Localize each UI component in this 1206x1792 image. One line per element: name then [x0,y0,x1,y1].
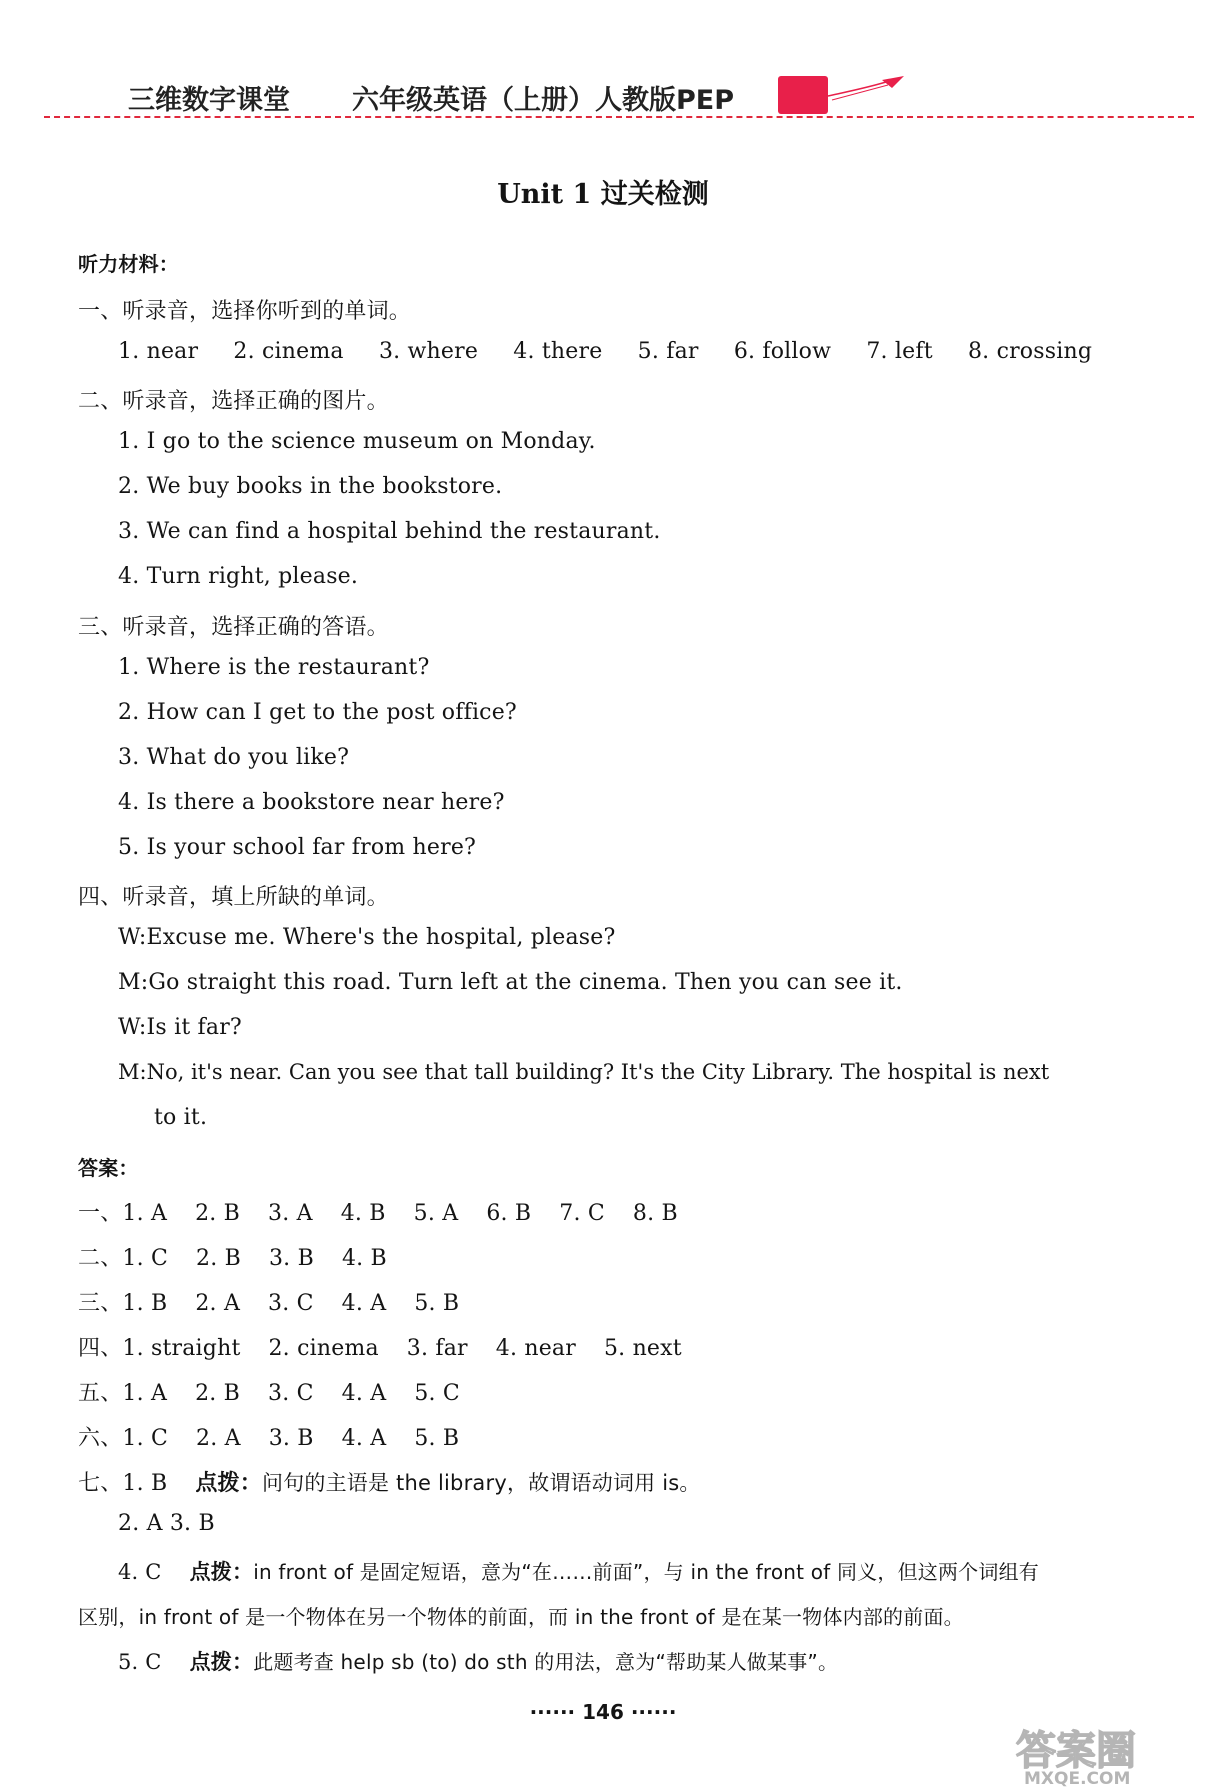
dialogue-line: M:Go straight this road. Turn left at the cinema. Then you can see it. [118,970,903,995]
sentence: 5. Is your school far from here? [118,835,477,860]
sentence: 3. What do you like? [118,745,350,770]
series-title: 三维数字课堂 [128,85,290,116]
word-list [118,339,1092,364]
word-item: 7. left [866,339,933,364]
dialogue-line: W:Is it far? [118,1015,242,1040]
svg-text:MXQE.COM: MXQE.COM [1024,1769,1131,1788]
section-heading: 四、听录音，填上所缺的单词。 [78,885,389,910]
answers-label: 答案： [78,1156,139,1180]
sentence: 1. I go to the science museum on Monday. [118,429,596,454]
tip-text: in front of 是固定短语，意为“在……前面”，与 in the front of 同义，但这两个词组有 [253,1560,1039,1584]
tip-text: 问句的主语是 the library，故谓语动词用 is。 [261,1471,701,1495]
answer-row: 二、1. C 2. B 3. B 4. B [78,1246,387,1271]
rocket-icon [826,74,906,104]
word-item: 2. cinema [233,339,344,364]
answer-row: 七、1. B 点拨：问句的主语是 the library，故谓语动词用 is。 [78,1471,701,1496]
tip-label: 点拨： [195,1471,262,1496]
word-item: 4. there [513,339,603,364]
sentence: 2. We buy books in the bookstore. [118,474,503,499]
answer-row: 4. C 点拨：in front of 是固定短语，意为“在……前面”，与 in the front of 同义，但这两个词组有 [118,1560,1039,1584]
svg-text:答案圈: 答案圈 [1016,1728,1136,1774]
page-number: ······ 146 ······ [529,1700,677,1724]
header-divider [44,116,1194,118]
answer-row: 2. A 3. B [118,1511,215,1536]
word-item: 6. follow [733,339,832,364]
answer-row: 三、1. B 2. A 3. C 4. A 5. B [78,1291,460,1316]
section-heading: 二、听录音，选择正确的图片。 [78,389,389,414]
red-badge-icon [778,76,828,114]
sentence: 1. Where is the restaurant? [118,655,430,680]
answer-row: 5. C 点拨：此题考查 help sb (to) do sth 的用法，意为“帮助某人做某事”。 [118,1650,839,1674]
word-item: 1. near [118,339,199,364]
answer-row: 六、1. C 2. A 3. B 4. A 5. B [78,1426,460,1451]
answer-row: 一、1. A 2. B 3. A 4. B 5. A 6. B 7. C 8. B [78,1201,678,1226]
word-item: 5. far [637,339,699,364]
word-item: 8. crossing [967,339,1093,364]
tip-text: 区别，in front of 是一个物体在另一个物体的前面，而 in the front of 是在某一物体内部的前面。 [78,1605,964,1629]
dialogue-line: M:No, it's near. Can you see that tall building? It's the City Library. The hospital is next [118,1060,1050,1084]
sentence: 3. We can find a hospital behind the restaurant. [118,519,661,544]
tip-text: 此题考查 help sb (to) do sth 的用法，意为“帮助某人做某事”。 [253,1650,839,1674]
word-item: 3. where [378,339,479,364]
watermark-logo [1010,1722,1198,1788]
sentence: 2. How can I get to the post office? [118,700,517,725]
listening-label: 听力材料： [78,252,179,276]
dialogue-line: W:Excuse me. Where's the hospital, please? [118,925,616,950]
answer-row: 四、1. straight 2. cinema 3. far 4. near 5. next [78,1336,682,1361]
tip-label: 点拨： [189,1560,254,1584]
answer-row: 五、1. A 2. B 3. C 4. A 5. C [78,1381,460,1406]
book-title: 六年级英语（上册）人教版PEP [352,85,735,116]
page-title: Unit 1 过关检测 [497,179,709,210]
sentence: 4. Is there a bookstore near here? [118,790,505,815]
section-heading: 三、听录音，选择正确的答语。 [78,615,389,640]
section-heading: 一、听录音，选择你听到的单词。 [78,299,412,324]
sentence: 4. Turn right, please. [118,564,359,589]
tip-label: 点拨： [189,1650,254,1674]
dialogue-line: to it. [154,1105,208,1130]
page-header [0,0,1206,130]
